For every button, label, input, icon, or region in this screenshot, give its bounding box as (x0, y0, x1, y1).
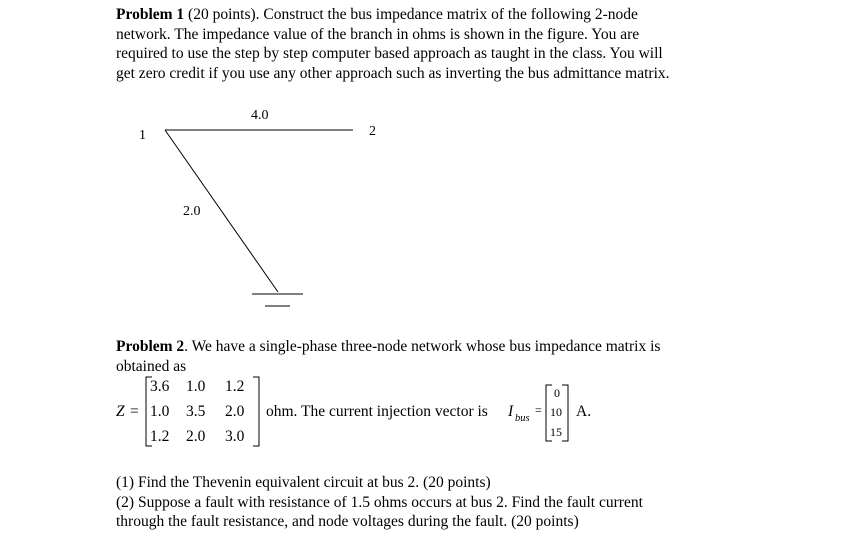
i-bracket-right (562, 385, 568, 441)
problem1-line4: get zero credit if you use any other approach such as inverting the bus admittance matrix. (116, 64, 670, 82)
problem2-heading: Problem 2 (116, 338, 185, 355)
z-cell: 1.0 (186, 378, 206, 395)
i-equals: = (535, 403, 542, 417)
z-cell: 2.0 (225, 403, 245, 420)
branch-diag-value: 2.0 (183, 204, 201, 219)
problem2-line1: Problem 2. We have a single-phase three-node network whose bus impedance matrix is (116, 338, 661, 355)
z-equals: = (130, 403, 139, 420)
i-vector-entry: 10 (550, 405, 562, 419)
i-vector-entry: 0 (554, 386, 560, 400)
unit-text: A. (576, 403, 592, 420)
z-cell: 3.5 (186, 403, 206, 420)
problem1-heading: Problem 1 (116, 6, 185, 23)
z-bracket-right (253, 377, 259, 446)
problem1-line3: required to use the step by step computer based approach as taught in the class. You will (116, 45, 663, 62)
z-cell: 1.2 (150, 428, 170, 445)
z-cell: 3.0 (225, 428, 245, 445)
problem1-line1: Problem 1 (20 points). Construct the bus impedance matrix of the following 2-node (116, 6, 638, 23)
problem2-questions (116, 473, 756, 532)
z-cell: 3.6 (150, 378, 170, 395)
problem2-line2: obtained as (116, 357, 187, 375)
node-2-label: 2 (369, 124, 376, 139)
ohm-text: ohm. The current injection vector is (266, 403, 488, 420)
z-cell: 1.0 (150, 403, 170, 420)
problem1-line2: network. The impedance value of the branch in ohms is shown in the figure. You are (116, 25, 640, 43)
node-1-label: 1 (139, 128, 146, 143)
i-symbol: I (508, 403, 514, 420)
question-2: (2) Suppose a fault with resistance of 1.5 ohms occurs at bus 2. Find the fault current (116, 493, 643, 511)
branch-top-value: 4.0 (251, 108, 269, 123)
question-1: (1) Find the Thevenin equivalent circuit at bus 2. (20 points) (116, 474, 491, 491)
z-cell: 2.0 (186, 428, 206, 445)
i-subscript: bus (515, 413, 530, 424)
question-2-cont: through the fault resistance, and node voltages during the fault. (20 points) (116, 513, 579, 530)
i-vector-entry: 15 (550, 425, 562, 439)
z-cell: 1.2 (225, 378, 245, 395)
z-label: Z (116, 403, 125, 420)
